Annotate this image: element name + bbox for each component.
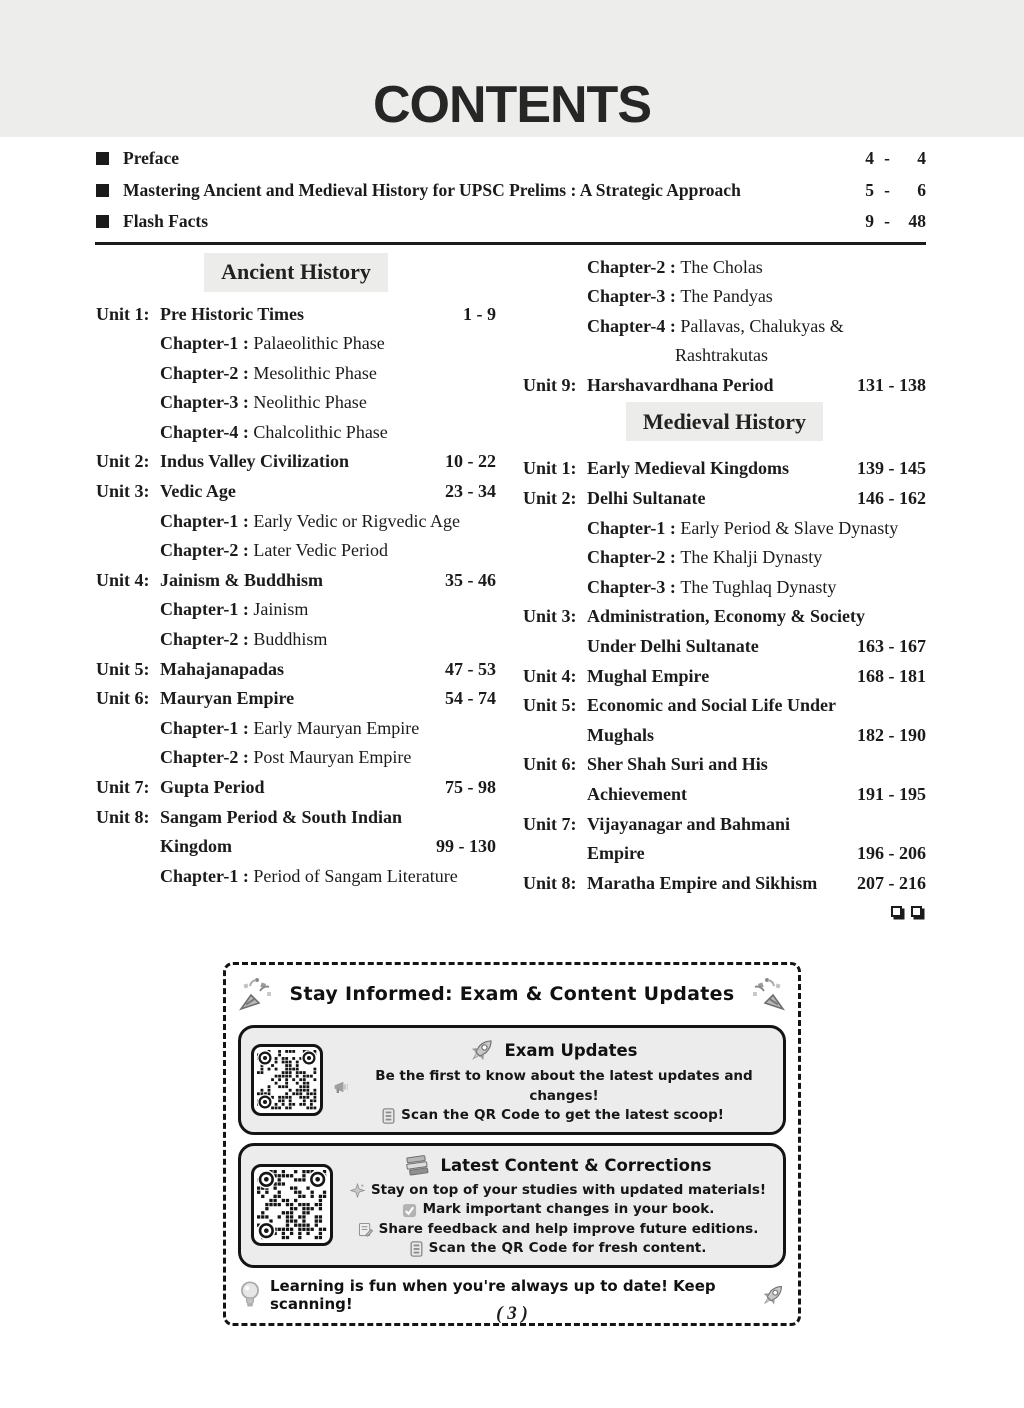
chapter-title: Early Vedic or Rigvedic Age	[253, 510, 460, 531]
unit-title: Delhi Sultanate	[587, 488, 706, 509]
front-matter-row	[96, 143, 926, 175]
toc-unit-continuation-row	[523, 721, 926, 751]
toc-chapter-row	[96, 743, 496, 773]
unit-label	[523, 632, 587, 662]
toc-unit-row	[523, 484, 926, 514]
promo-footer-text: Learning is fun when you're always up to date! Keep scanning!	[270, 1276, 716, 1313]
divider-rule	[95, 242, 926, 245]
megaphone-icon	[333, 1079, 349, 1095]
toc-chapter-row	[523, 282, 926, 312]
promo-card-heading-text: Exam Updates	[504, 1040, 638, 1060]
toc-unit-row	[523, 691, 926, 721]
toc-column-medieval	[523, 253, 926, 929]
page-number: ( 3 )	[496, 1303, 528, 1324]
chapter-title: Early Period & Slave Dynasty	[680, 517, 899, 538]
chapter-label: Chapter-2 :	[160, 540, 254, 561]
bullet-square-icon	[96, 152, 109, 165]
unit-title: Vedic Age	[160, 481, 236, 502]
chapter-label: Chapter-1 :	[587, 517, 681, 538]
unit-label: Unit 5:	[523, 695, 577, 716]
chapter-label: Chapter-1 :	[160, 865, 254, 886]
unit-title: Early Medieval Kingdoms	[587, 458, 789, 479]
toc-unit-row	[523, 810, 926, 840]
toc-unit-row	[523, 662, 926, 692]
promo-card-heading	[333, 1036, 773, 1064]
page-dash: -	[884, 148, 890, 169]
chapter-label: Chapter-2 :	[587, 547, 681, 568]
unit-pages: 47 - 53	[445, 658, 496, 679]
unit-pages: 146 - 162	[857, 488, 926, 509]
unit-label: Unit 1:	[96, 303, 150, 324]
unit-title: Gupta Period	[160, 777, 265, 797]
unit-title: Mauryan Empire	[160, 688, 295, 709]
unit-label: Unit 7:	[523, 813, 577, 834]
toc-unit-row	[96, 566, 496, 596]
chapter-label: Chapter-1 :	[160, 717, 254, 738]
unit-pages: 182 - 190	[857, 724, 926, 745]
section-heading: Medieval History	[626, 402, 823, 441]
toc-chapter-row	[96, 418, 496, 448]
toc-column-ancient	[96, 253, 496, 892]
unit-label: Unit 1:	[523, 458, 577, 479]
page-title: CONTENTS	[373, 76, 651, 134]
toc-unit-row	[96, 300, 496, 330]
chapter-label: Chapter-1 :	[160, 510, 254, 531]
unit-title: Empire	[587, 843, 645, 864]
unit-label: Unit 2:	[523, 488, 577, 509]
party-popper-icon	[238, 976, 274, 1012]
unit-title: Jainism & Buddhism	[160, 569, 324, 590]
toc-unit-row	[96, 655, 496, 685]
unit-title: Administration, Economy & Society	[587, 606, 865, 627]
chapter-title: The Cholas	[680, 256, 763, 277]
chapter-title: Period of Sangam Literature	[253, 865, 458, 886]
front-matter-row	[96, 206, 926, 238]
unit-title: Harshavardhana Period	[587, 374, 774, 395]
page-to: 6	[917, 179, 926, 200]
chapter-title: The Tughlaq Dynasty	[680, 576, 837, 597]
unit-label	[523, 839, 587, 869]
promo-line: Share feedback and help improve future editions.	[343, 1220, 773, 1240]
unit-pages: 10 - 22	[445, 451, 496, 472]
section-end-marker	[523, 898, 926, 928]
promo-box	[223, 962, 801, 1326]
chapter-title: Early Mauryan Empire	[253, 717, 420, 738]
unit-label: Unit 4:	[523, 665, 577, 686]
chapter-label: Chapter-2 :	[160, 629, 254, 650]
unit-pages: 1 - 9	[463, 303, 496, 324]
unit-label: Unit 3:	[96, 481, 150, 502]
end-square-icon	[911, 906, 922, 917]
toc-chapter-row	[523, 543, 926, 573]
toc-chapter-row	[523, 312, 926, 342]
unit-pages: 54 - 74	[445, 688, 496, 709]
qr-code-image	[257, 1225, 327, 1244]
toc-unit-row	[523, 454, 926, 484]
chapter-title: The Pandyas	[680, 286, 773, 307]
promo-line: Scan the QR Code to get the latest scoop!	[333, 1106, 773, 1126]
toc-chapter-row	[96, 595, 496, 625]
bullet-square-icon	[96, 184, 109, 197]
unit-title: Indus Valley Civilization	[160, 451, 350, 472]
promo-line: Be the first to know about the latest updates and changes!	[333, 1067, 773, 1106]
toc-chapter-row	[96, 329, 496, 359]
unit-label: Unit 3:	[523, 606, 577, 627]
page-to: 4	[917, 148, 926, 169]
toc-chapter-row	[523, 253, 926, 283]
unit-title: Economic and Social Life Under	[587, 695, 837, 716]
toc-chapter-row	[523, 514, 926, 544]
chapter-label: Chapter-2 :	[587, 256, 681, 277]
qr-code	[251, 1164, 333, 1246]
unit-label	[523, 780, 587, 810]
bullet-square-icon	[96, 215, 109, 228]
chapter-label: Chapter-2 :	[160, 747, 254, 768]
front-matter-label: Mastering Ancient and Medieval History for UPSC Prelims : A Strategic Approach	[123, 179, 741, 200]
unit-label: Unit 6:	[96, 688, 150, 709]
chapter-label: Chapter-3 :	[160, 392, 254, 413]
toc-chapter-row	[96, 862, 496, 892]
toc-chapter-row	[96, 359, 496, 389]
unit-pages: 196 - 206	[857, 843, 926, 864]
chapter-label: Chapter-1 :	[160, 333, 254, 354]
promo-line: Mark important changes in your book.	[343, 1200, 773, 1220]
toc-unit-continuation-row	[96, 832, 496, 862]
unit-title: Mughals	[587, 724, 655, 745]
unit-label: Unit 8:	[523, 872, 577, 893]
checkbox-icon	[402, 1203, 417, 1218]
section-heading: Ancient History	[204, 253, 388, 292]
toc-unit-continuation-row	[523, 780, 926, 810]
chapter-label: Chapter-3 :	[587, 286, 681, 307]
toc-chapter-row	[96, 714, 496, 744]
party-popper-icon	[750, 976, 786, 1012]
page-from: 4	[865, 148, 874, 169]
sparkle-icon	[350, 1183, 365, 1198]
unit-label	[523, 721, 587, 751]
promo-card-heading-text: Latest Content & Corrections	[440, 1156, 712, 1176]
chapter-title: The Khalji Dynasty	[680, 547, 823, 568]
promo-line: Scan the QR Code for fresh content.	[343, 1239, 773, 1259]
chapter-label: Chapter-4 :	[587, 315, 681, 336]
page-from: 5	[865, 179, 874, 200]
unit-pages: 139 - 145	[857, 458, 926, 479]
chapter-title: Mesolithic Phase	[253, 362, 377, 383]
toc-chapter-continuation-row: Rashtrakutas	[675, 345, 768, 366]
toc-unit-row	[96, 447, 496, 477]
unit-label: Unit 9:	[523, 374, 577, 395]
toc-unit-row	[96, 684, 496, 714]
promo-title-row	[238, 971, 786, 1017]
chapter-title: Chalcolithic Phase	[253, 421, 388, 442]
page-from: 9	[865, 211, 874, 232]
unit-pages: 75 - 98	[445, 777, 496, 797]
toc-chapter-row	[96, 625, 496, 655]
table-of-contents	[96, 253, 1024, 929]
qr-scan-icon	[410, 1241, 423, 1257]
chapter-title: Neolithic Phase	[253, 392, 367, 413]
toc-unit-row	[96, 477, 496, 507]
promo-card-text	[343, 1152, 773, 1259]
unit-title: Vijayanagar and Bahmani	[587, 813, 791, 834]
front-matter-list	[96, 143, 926, 238]
rocket-icon	[468, 1036, 496, 1064]
promo-card-text	[333, 1034, 773, 1126]
chapter-title: Pallavas, Chalukyas &	[680, 315, 844, 336]
unit-title: Pre Historic Times	[160, 303, 304, 324]
unit-label	[96, 832, 160, 862]
unit-pages: 35 - 46	[445, 569, 496, 590]
chapter-title: Post Mauryan Empire	[253, 747, 412, 768]
toc-unit-row	[523, 371, 926, 401]
toc-unit-row	[96, 773, 496, 803]
end-square-icon	[891, 906, 902, 917]
unit-pages: 163 - 167	[857, 636, 926, 657]
unit-title: Under Delhi Sultanate	[587, 636, 759, 657]
promo-line: Stay on top of your studies with updated materials!	[343, 1181, 773, 1201]
toc-chapter-row	[96, 536, 496, 566]
chapter-title: Later Vedic Period	[253, 540, 388, 561]
chapter-title: Buddhism	[253, 629, 328, 650]
unit-pages: 23 - 34	[445, 481, 496, 502]
toc-unit-continuation-row	[523, 839, 926, 869]
promo-card-exam-updates	[238, 1025, 786, 1135]
unit-label: Unit 8:	[96, 806, 150, 827]
toc-unit-continuation-row	[523, 632, 926, 662]
page-dash: -	[884, 211, 890, 232]
unit-title: Kingdom	[160, 836, 233, 857]
promo-title: Stay Informed: Exam & Content Updates	[289, 983, 735, 1006]
front-matter-label: Preface	[123, 148, 180, 169]
chapter-title: Palaeolithic Phase	[253, 333, 385, 354]
promo-card-heading	[343, 1154, 773, 1178]
qr-code-image	[257, 1095, 317, 1114]
unit-label: Unit 4:	[96, 569, 150, 590]
unit-label: Unit 7:	[96, 777, 150, 797]
memo-icon	[358, 1222, 373, 1237]
toc-chapter-row	[96, 507, 496, 537]
qr-code	[251, 1044, 323, 1116]
qr-scan-icon	[382, 1108, 395, 1124]
chapter-label: Chapter-2 :	[160, 362, 254, 383]
page-dash: -	[884, 179, 890, 200]
unit-pages: 191 - 195	[857, 784, 926, 804]
unit-pages: 131 - 138	[857, 374, 926, 395]
title-banner	[0, 0, 1024, 137]
unit-title: Mughal Empire	[587, 665, 710, 686]
toc-chapter-row	[96, 388, 496, 418]
unit-label: Unit 6:	[523, 754, 577, 775]
toc-unit-row	[96, 803, 496, 833]
unit-label: Unit 2:	[96, 451, 150, 472]
front-matter-row	[96, 175, 926, 207]
promo-card-latest-content	[238, 1143, 786, 1268]
toc-chapter-row	[523, 573, 926, 603]
unit-pages: 168 - 181	[857, 665, 926, 686]
unit-title: Sangam Period & South Indian	[160, 806, 403, 827]
unit-title: Maratha Empire and Sikhism	[587, 872, 818, 893]
unit-title: Sher Shah Suri and His	[587, 754, 768, 775]
unit-title: Mahajanapadas	[160, 658, 285, 679]
page-to: 48	[908, 211, 926, 232]
chapter-label: Chapter-3 :	[587, 576, 681, 597]
toc-unit-row	[523, 750, 926, 780]
chapter-label: Chapter-4 :	[160, 421, 254, 442]
chapter-label: Chapter-1 :	[160, 599, 254, 620]
chapter-title: Jainism	[253, 599, 309, 620]
unit-label: Unit 5:	[96, 658, 150, 679]
unit-pages: 207 - 216	[857, 872, 926, 893]
unit-pages: 99 - 130	[436, 836, 496, 857]
front-matter-label: Flash Facts	[123, 211, 209, 232]
unit-title: Achievement	[587, 784, 687, 804]
books-icon	[404, 1154, 432, 1178]
toc-unit-row	[523, 869, 926, 899]
toc-unit-row	[523, 602, 926, 632]
